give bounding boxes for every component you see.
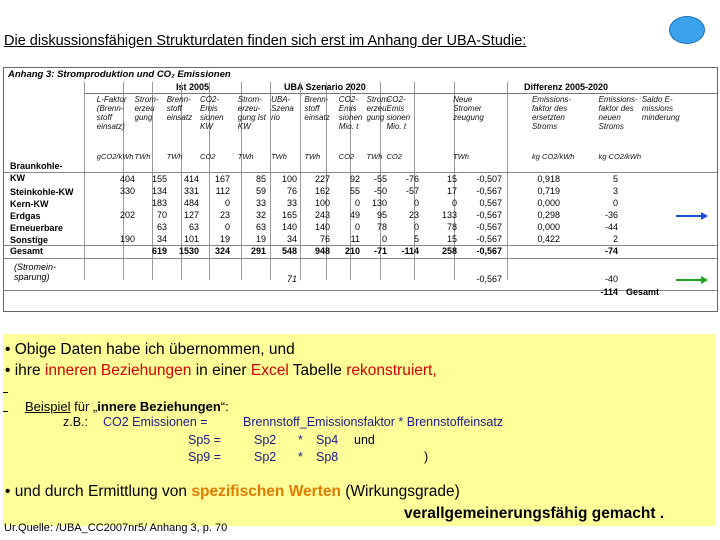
eq1-lhs: CO2 Emissionen =: [103, 415, 208, 429]
table-cell: 33: [286, 198, 297, 208]
column-header: Strom- erzeu- gung lst KW: [237, 95, 266, 131]
table-cell: 140: [281, 222, 297, 232]
table-cell: -0,567: [476, 210, 502, 220]
table-cell: 100: [281, 174, 297, 184]
bullet-3-highlight: spezifischen Werten: [191, 483, 341, 500]
table-cell: 0: [224, 222, 230, 232]
blue-oval-button[interactable]: [669, 16, 705, 44]
column-header: Saldo E- missions minderung: [641, 95, 680, 122]
closing-line: verallgemeinerungsfähig gemacht .: [404, 505, 665, 522]
table-cell: 0: [354, 222, 360, 232]
table-cell: 0,567: [479, 198, 502, 208]
eq1-prefix: z.B.:: [63, 415, 89, 429]
table-cell: 34: [156, 234, 167, 244]
example-end: “:: [220, 399, 229, 414]
table-cell: 59: [255, 186, 266, 196]
table-cell: 210: [344, 246, 360, 256]
table-cell: 63: [255, 222, 266, 232]
table-cell: -0,567: [476, 186, 502, 196]
table-cell: 0: [413, 222, 419, 232]
source-citation: Ur.Quelle: /UBA_CC2007nr5/ Anhang 3, p. 70: [4, 522, 228, 534]
table-cell: 0,298: [537, 210, 560, 220]
column-header: CO2- Emis sionen Mio. t: [386, 95, 411, 131]
column-unit: TWh: [134, 152, 151, 161]
bullet-2-highlight-2: Excel: [250, 362, 289, 379]
table-cell: 3: [612, 186, 618, 196]
table-cell: 76: [286, 186, 297, 196]
table-cell: 0: [381, 234, 387, 244]
row-label: Erneuerbare: [10, 223, 64, 233]
table-cell: 484: [183, 198, 199, 208]
table-cell: 155: [151, 174, 167, 184]
eq3-b: Sp8: [316, 450, 339, 464]
row-label: Steinkohle-KW: [10, 187, 74, 197]
bullet-2-highlight-1: inneren Beziehungen: [44, 362, 192, 379]
equation-3: [188, 450, 428, 464]
header-divider: [84, 93, 717, 94]
eq2-und: und: [354, 433, 375, 447]
column-unit: TWh: [366, 152, 383, 161]
row-label: Erdgas: [10, 211, 41, 221]
column-unit: CO2: [338, 152, 355, 161]
table-cell: 0,719: [537, 186, 560, 196]
table-cell: 15: [446, 234, 457, 244]
column-unit: CO2: [200, 152, 216, 161]
table-cell: 331: [183, 186, 199, 196]
row-label: Kern-KW: [10, 199, 49, 209]
eq2-lhs: Sp5 =: [188, 433, 222, 447]
column-header: CO2- Emis sionen Mio. t: [338, 95, 363, 131]
row-label: Sonstige: [10, 235, 49, 245]
table-cell: -0,567: [476, 222, 502, 232]
equation-2: [188, 433, 375, 447]
example-heading: [25, 399, 229, 414]
savings-label: (Stromein- sparung): [14, 262, 57, 282]
column-header: Strom- erzeu gung: [134, 95, 159, 122]
table-heading: Anhang 3: Stromproduktion und CO₂ Emissionen: [8, 69, 231, 80]
column-unit: TWh: [237, 152, 254, 161]
table-cell: 85: [255, 174, 266, 184]
group-differenz: Differenz 2005-2020: [524, 82, 609, 92]
table-cell: 0,422: [537, 234, 560, 244]
bullet-2-mid-2: Tabelle: [288, 362, 347, 379]
table-cell: 63: [188, 222, 199, 232]
table-cell: -74: [604, 246, 618, 256]
table-cell: 414: [183, 174, 199, 184]
table-cell: -76: [405, 174, 419, 184]
table-cell: 0: [612, 198, 618, 208]
table-cell: 324: [214, 246, 230, 256]
arrow-green-icon: [676, 279, 702, 281]
table-cell: 34: [286, 234, 297, 244]
table-cell: 19: [255, 234, 266, 244]
eq3-paren: ): [424, 450, 429, 464]
table-cell: 1530: [178, 246, 199, 256]
table-cell: 5: [413, 234, 419, 244]
table-cell: 948: [314, 246, 330, 256]
column-unit: TWh: [271, 152, 287, 161]
table-cell: 0: [354, 198, 360, 208]
table-cell: 78: [446, 222, 457, 232]
table-cell: -36: [604, 210, 618, 220]
group-uba-2020: UBA Szenario 2020: [284, 82, 366, 92]
margin-mark: [3, 411, 8, 412]
savings-factor: -0,567: [476, 274, 502, 284]
column-header: Brenn- stoff einsatz: [304, 95, 330, 122]
table-cell: 0,918: [537, 174, 560, 184]
table-cell: 76: [319, 234, 330, 244]
eq1-rhs: Brennstoff_Emissionsfaktor * Brennstoffeinsatz: [243, 415, 504, 429]
table-cell: 140: [314, 222, 330, 232]
table-cell: 23: [219, 210, 230, 220]
table-cell: 0,000: [537, 222, 560, 232]
example-bold: innere Beziehungen: [97, 399, 221, 414]
column-header: L-Faktor (Brenn- stoff einsatz): [96, 95, 127, 131]
column-divider: [84, 82, 85, 280]
table-cell: 92: [349, 174, 360, 184]
eq3-op: *: [298, 450, 303, 464]
column-unit: kg CO2/kWh: [598, 152, 642, 161]
column-unit: CO2: [386, 152, 402, 161]
table-cell: 291: [250, 246, 266, 256]
column-header: Brenn- stoff einsatz: [166, 95, 193, 122]
table-cell: 130: [371, 198, 387, 208]
table-cell: 63: [156, 222, 167, 232]
table-cell: 5: [612, 174, 618, 184]
eq2-b: Sp4: [316, 433, 339, 447]
table-cell: 32: [255, 210, 266, 220]
bullet-2: [5, 362, 437, 380]
row-label: Braunkohle- KW: [10, 161, 63, 183]
grand-total-value: -114: [600, 287, 618, 297]
table-cell: -114: [401, 246, 419, 256]
table-cell: 190: [119, 234, 135, 244]
table-cell: -0,567: [476, 234, 502, 244]
column-unit: TWh: [453, 152, 469, 161]
table-cell: 134: [151, 186, 167, 196]
table-cell: 0: [224, 198, 230, 208]
bullet-1: • Obige Daten habe ich übernommen, und: [5, 341, 295, 358]
grand-total-label: Gesamt: [626, 287, 660, 297]
arrow-blue-icon: [676, 215, 702, 217]
column-header: Strom- erzeu gung: [366, 95, 391, 122]
example-word: Beispiel: [25, 399, 71, 414]
table-cell: 112: [215, 186, 230, 196]
slide-title: Die diskussionsfähigen Strukturdaten finden sich erst im Anhang der UBA-Studie:: [4, 33, 527, 49]
table-cell: 0: [413, 198, 419, 208]
bullet-2-mid-1: in einer: [191, 362, 251, 379]
table-cell: 0,000: [537, 198, 560, 208]
table-cell: -0,567: [476, 246, 502, 256]
table-cell: 619: [151, 246, 167, 256]
row-divider: [4, 258, 717, 259]
table-cell: 23: [408, 210, 419, 220]
table-cell: 55: [349, 186, 360, 196]
row-divider: [4, 172, 717, 173]
table-cell: 78: [376, 222, 387, 232]
table-cell: 162: [314, 186, 330, 196]
savings-saldo: -40: [604, 274, 618, 284]
eq3-lhs: Sp9 =: [188, 450, 222, 464]
bullet-3-pre: • und durch Ermittlung von: [5, 483, 192, 500]
column-unit: gCO2/kWh: [96, 152, 134, 161]
table-cell: 2: [612, 234, 618, 244]
table-cell: 548: [281, 246, 297, 256]
table-cell: 258: [441, 246, 457, 256]
group-ist-2005: Ist 2005: [176, 82, 210, 92]
margin-mark: [3, 392, 8, 393]
column-divider: [507, 82, 508, 280]
example-mid: für „: [70, 399, 98, 414]
table-cell: 19: [219, 234, 230, 244]
table-cell: 100: [314, 198, 330, 208]
column-unit: kg CO2/kWh: [531, 152, 575, 161]
table-cell: 165: [281, 210, 297, 220]
table-cell: -57: [405, 186, 419, 196]
column-unit: TWh: [304, 152, 321, 161]
column-header: Emissions- faktor des neuen Stroms: [598, 95, 638, 131]
table-cell: 133: [441, 210, 457, 220]
table-cell: 0: [451, 198, 457, 208]
table-cell: 127: [183, 210, 199, 220]
table-cell: 202: [119, 210, 135, 220]
table-cell: 17: [446, 186, 457, 196]
column-unit: TWh: [166, 152, 183, 161]
bullet-2-highlight-3: rekonstruiert,: [346, 362, 437, 379]
equation-1: [63, 415, 503, 429]
table-cell: -55: [373, 174, 387, 184]
table-cell: 15: [446, 174, 457, 184]
table-cell: 95: [376, 210, 387, 220]
table-cell: -50: [373, 186, 387, 196]
column-header: CO2- Emis sionen KW: [200, 95, 224, 131]
table-cell: 33: [255, 198, 266, 208]
eq3-a: Sp2: [254, 450, 277, 464]
table-cell: 11: [350, 234, 360, 244]
bullet-2-pre: • ihre: [5, 362, 45, 379]
savings-scenario-value: 71: [286, 274, 297, 284]
column-header: Neue Stromer zeugung: [453, 95, 484, 122]
bullet-3-post: (Wirkungsgrade): [340, 483, 460, 500]
eq2-op: *: [298, 433, 303, 447]
table-cell: 183: [151, 198, 167, 208]
eq2-a: Sp2: [254, 433, 277, 447]
table-cell: -44: [604, 222, 618, 232]
table-cell: 243: [314, 210, 330, 220]
table-cell: 70: [156, 210, 167, 220]
table-cell: 404: [119, 174, 135, 184]
table-cell: -0,507: [476, 174, 502, 184]
table-cell: 49: [349, 210, 360, 220]
table-cell: 330: [119, 186, 135, 196]
total-label: Gesamt: [10, 246, 44, 256]
column-header: Emissions- faktor des ersetzten Stroms: [531, 95, 572, 131]
table-cell: 167: [214, 174, 230, 184]
data-table: [3, 67, 718, 312]
column-header: UBA- Szena rio: [271, 95, 294, 122]
table-cell: 101: [183, 234, 199, 244]
table-cell: -71: [373, 246, 387, 256]
table-cell: 227: [314, 174, 330, 184]
bullet-3: [5, 483, 460, 501]
